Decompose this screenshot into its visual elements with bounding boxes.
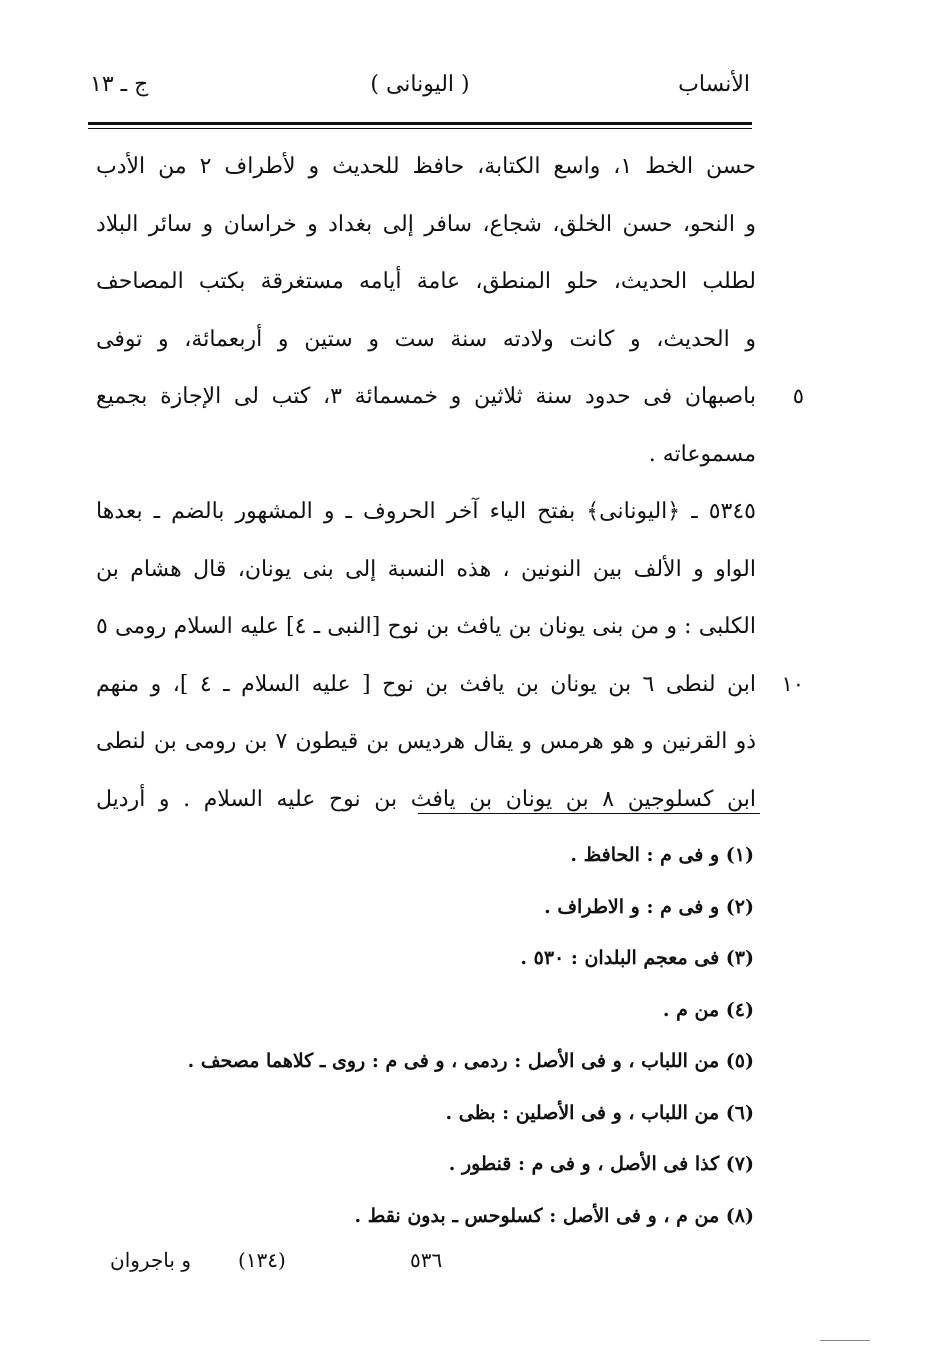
text-line: حسن الخط ١، واسع الكتابة، حافظ للحديث و لأطراف ٢ من الأدب [96, 154, 756, 179]
text-line: و النحو، حسن الخلق، شجاع، سافر إلى بغداد و خراسان و سائر البلاد [96, 211, 756, 237]
page-number: ٥٣٦ [410, 1248, 443, 1272]
entry-title: ( اليونانى ) [370, 72, 470, 97]
text-line: و الحديث، و كانت ولادته سنة ست و ستين و أربعمائة، و توفى [96, 326, 756, 352]
header-rule-thick [88, 122, 752, 125]
text-line: ابن لنطى ٦ بن يونان بن يافث بن نوح [ عليه السلام ـ ٤ ]، و منهم ١٠ [96, 656, 756, 714]
text-line: الكلبى : و من بنى يونان بن يافث بن نوح [النبى ـ ٤] عليه السلام رومى ٥ [96, 614, 756, 639]
catchword: و باجروان [110, 1248, 191, 1272]
footnote: (٤) من م . [662, 998, 754, 1021]
text-line: باصبهان فى حدود سنة ثلاثين و خمسمائة ٣، كتب لى الإجازة بجميع ٥ [96, 368, 756, 426]
volume-number: ج ـ ١٣ [90, 72, 149, 97]
footnotes [96, 830, 754, 1242]
text-line: مسموعاته . [648, 441, 756, 467]
line-number: ٥ [792, 384, 804, 408]
sequence-number: (١٣٤) [238, 1248, 286, 1272]
running-header [90, 72, 750, 112]
footnote: (٥) من اللباب ، و فى الأصل : ردمى ، و فى م : روى ـ كلاهما مصحف . [187, 1050, 754, 1072]
text-line: الواو و الألف بين النونين ، هذه النسبة إلى بنى يونان، قال هشام بن [96, 556, 756, 582]
header-rule-thin [88, 128, 752, 129]
footnote: (٢) و فى م : و الاطراف . [544, 895, 754, 918]
footnote-separator [418, 813, 760, 814]
footnote: (٧) كذا فى الأصل ، و فى م : قنطور . [448, 1153, 754, 1175]
text-line: ذو القرنين و هو هرمس و يقال هرديس بن قيطون ٧ بن رومى بن لنطى [96, 729, 756, 754]
scan-edge-mark [820, 1340, 870, 1341]
book-title: الأنساب [678, 72, 750, 97]
main-text [96, 138, 804, 828]
text-line: ابن كسلوجين ٨ بن يونان بن يافث بن نوح عليه السلام . و أرديل [96, 786, 757, 812]
footnote: (٦) من اللباب ، و فى الأصلين : بظى . [445, 1101, 754, 1124]
line-number: ١٠ [781, 671, 804, 696]
footnote: (١) و فى م : الحافظ . [570, 844, 754, 866]
text-line: ٥٣٤٥ ـ ﴿اليونانى﴾ بفتح الياء آخر الحروف ـ و المشهور بالضم ـ بعدها [96, 499, 756, 524]
footnote: (٣) فى معجم البلدان : ٥٣٠ . [520, 947, 754, 969]
text-line: لطلب الحديث، حلو المنطق، عامة أيامه مستغرقة بكتب المصاحف [96, 269, 756, 294]
footnote: (٨) من م ، و فى الأصل : كسلوحس ـ بدون نقط . [354, 1204, 754, 1227]
